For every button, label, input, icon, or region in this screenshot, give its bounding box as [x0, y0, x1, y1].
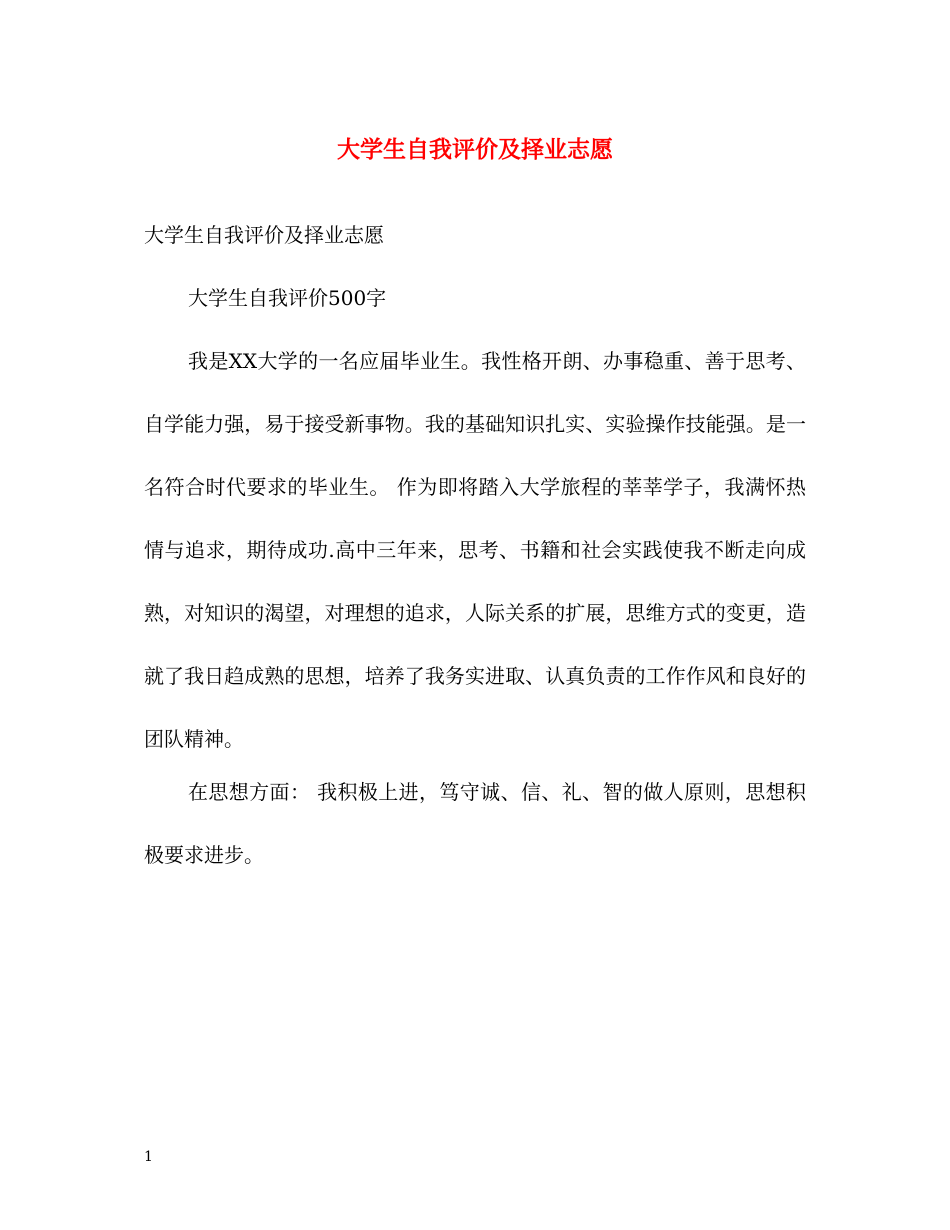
page-number: 1: [144, 1149, 153, 1165]
paragraph-thought: 在思想方面： 我积极上进，笃守诚、信、礼、智的做人原则，思想积极要求进步。: [144, 780, 806, 867]
document-title: 大学生自我评价及择业志愿: [337, 136, 613, 163]
section-heading: 大学生自我评价及择业志愿: [144, 223, 384, 247]
document-body: [144, 218, 806, 887]
paragraph-self-evaluation: 我是XX大学的一名应届毕业生。我性格开朗、办事稳重、善于思考、自学能力强，易于接受新事物。我的基础知识扎实、实验操作技能强。是一名符合时代要求的毕业生。 作为即将踏入大学旅程的莘莘学子，我满怀热情与追求，期待成功.高中三年来，思考、书籍和社会实践使我不断走向成熟，对知识的渴望，对理想的追求，人际关系的扩展，思维方式的变更，造就了我日趋成熟的思想，培养了我务实进取、认真负责的工作作风和良好的团队精神。: [144, 349, 806, 751]
section-subheading: 大学生自我评价500字: [188, 286, 387, 310]
